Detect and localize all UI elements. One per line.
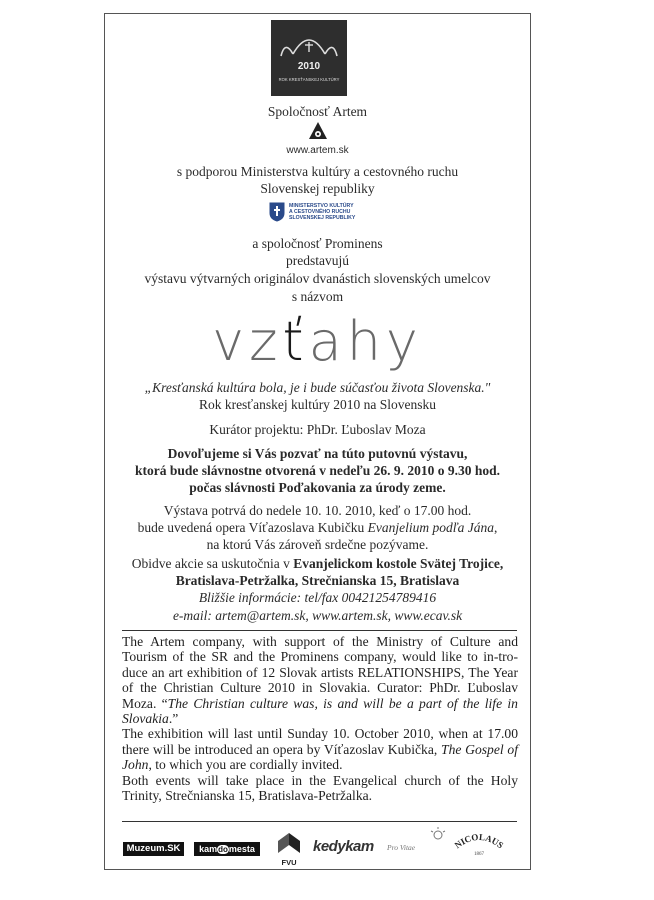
english-p1-text: The Artem company, with support of the Ministry of Culture and Tourism of the SR and the Prominens company, would like to in-tro-duce an art exhibition of 12 Slovak artists RELATIONSHIPS, The Year of the Christian Culture 2010 in Slovakia. Curator: PhDr. Ľuboslav Moza. “ bbox=[122, 634, 518, 711]
church-name: Evanjelickom kostole Svätej Trojice, bbox=[293, 556, 504, 571]
artem-url[interactable]: www.artem.sk bbox=[286, 145, 349, 156]
presenters-line-4: s názvom bbox=[291, 289, 344, 304]
muzeum-sk-logo: Muzeum.SK bbox=[123, 842, 184, 856]
english-p2-end: , to which you are cordially invited. bbox=[148, 757, 343, 773]
support-line-1: s podporou Ministerstva kultúry a cestovného ruchu bbox=[176, 164, 459, 179]
ministry-logo-line-3: SLOVENSKEJ REPUBLIKY bbox=[289, 215, 356, 221]
fvu-logo bbox=[276, 831, 302, 869]
kamdomesta-part-3: mesta bbox=[228, 844, 255, 854]
english-text bbox=[122, 634, 518, 803]
artem-triangle-icon bbox=[308, 121, 328, 141]
details-line-4-pre: Obidve akcie sa uskutočnia v bbox=[131, 556, 294, 571]
year-line: Rok kresťanskej kultúry 2010 na Slovensku bbox=[198, 397, 437, 412]
english-p1-quote: The Christian culture was, is and will be a part of the life in Slovakia bbox=[122, 695, 518, 727]
quote: „Kresťanská kultúra bola, je i bude súčasťou života Slovenska." bbox=[144, 380, 491, 395]
english-paragraph-2 bbox=[122, 726, 518, 772]
invite-line-3: počas slávnosti Poďakovania za úrody zeme. bbox=[189, 480, 446, 495]
arch-emblem-icon bbox=[271, 20, 347, 96]
presenters-line-3: výstavu výtvarných originálov dvanástich slovenských umelcov bbox=[144, 271, 491, 286]
nicolaus-emblem bbox=[452, 830, 506, 858]
contact-line[interactable]: e-mail: artem@artem.sk, www.artem.sk, www.ecav.sk bbox=[172, 608, 463, 623]
ministry-logo-line-2: A CESTOVNÉHO RUCHU bbox=[289, 209, 351, 215]
title-accent: ť bbox=[282, 310, 309, 373]
year-of-christian-culture-logo bbox=[271, 20, 347, 96]
nicolaus-year: 1867 bbox=[474, 852, 484, 857]
details-line-4 bbox=[104, 556, 531, 572]
support-line-2: Slovenskej republiky bbox=[260, 181, 375, 196]
pro-vitae-logo bbox=[387, 843, 415, 852]
english-paragraph-1 bbox=[122, 634, 518, 726]
kedykam-logo: kedykam bbox=[313, 838, 374, 855]
details-line-1: Výstava potrvá do nedele 10. 10. 2010, keď o 17.00 hod. bbox=[163, 503, 472, 518]
nicolaus-text: NICOLAUS bbox=[452, 831, 506, 851]
details-line-2 bbox=[104, 520, 531, 536]
fvu-emblem-icon bbox=[276, 831, 302, 859]
presenters-line-2: predstavujú bbox=[286, 253, 349, 268]
english-p1-end: .” bbox=[168, 711, 179, 727]
details-line-5: Bratislava-Petržalka, Strečnianska 15, Bratislava bbox=[175, 573, 460, 588]
artem-company: Spoločnosť Artem bbox=[267, 104, 368, 119]
title-part-1: vz bbox=[212, 310, 283, 373]
sun-icon bbox=[428, 826, 448, 842]
details-line-3: na ktorú Vás zároveň srdečne pozývame. bbox=[206, 537, 429, 552]
kam-do-mesta-logo bbox=[194, 842, 260, 856]
divider-top bbox=[122, 630, 517, 631]
pro-vitae-text: Pro Vitae bbox=[387, 843, 416, 852]
ministry-logo-line-1: MINISTERSTVO KULTÚRY bbox=[289, 203, 354, 209]
details-line-2-pre: bude uvedená opera Víťazoslava Kubičku bbox=[137, 520, 368, 535]
invite-line-2: ktorá bude slávnostne otvorená v nedeľu 26. 9. 2010 o 9.30 hod. bbox=[135, 463, 500, 478]
nicolaus-logo bbox=[452, 830, 506, 858]
presenters-line-1: a spoločnosť Prominens bbox=[252, 236, 383, 251]
title-part-2: ahy bbox=[308, 310, 423, 373]
details-line-6: Bližšie informácie: tel/fax 00421254789416 bbox=[198, 590, 437, 605]
kamdomesta-part-2: do bbox=[218, 845, 228, 854]
ministry-crest-icon bbox=[269, 202, 285, 222]
ministry-logo-text bbox=[289, 203, 355, 221]
fvu-text: FVU bbox=[281, 858, 297, 867]
english-p2-opera: The Gospel of John bbox=[122, 741, 518, 773]
english-paragraph-3: Both events will take place in the Evangelical church of the Holy Trinity, Strečnianska 15, Bratislava-Petržalka. bbox=[122, 772, 518, 804]
logo-caption: ROK KRESŤANSKEJ KULTÚRY bbox=[278, 77, 340, 82]
details-line-2-post: , bbox=[494, 520, 498, 535]
logo-year: 2010 bbox=[297, 61, 321, 72]
curator: Kurátor projektu: PhDr. Ľuboslav Moza bbox=[209, 422, 426, 437]
english-p2-text: The exhibition will last until Sunday 10. October 2010, when at 17.00 there will be introduced an opera by Víťazoslav Kubička, bbox=[122, 726, 518, 757]
invite-line-1: Dovoľujeme si Vás pozvať na túto putovnú výstavu, bbox=[167, 446, 468, 461]
divider-bottom bbox=[122, 821, 517, 822]
exhibition-title bbox=[104, 312, 531, 372]
kamdomesta-part-1: kam bbox=[199, 844, 218, 854]
opera-title: Evanjelium podľa Jána bbox=[367, 520, 495, 535]
svg-text:NICOLAUS bbox=[453, 832, 506, 850]
